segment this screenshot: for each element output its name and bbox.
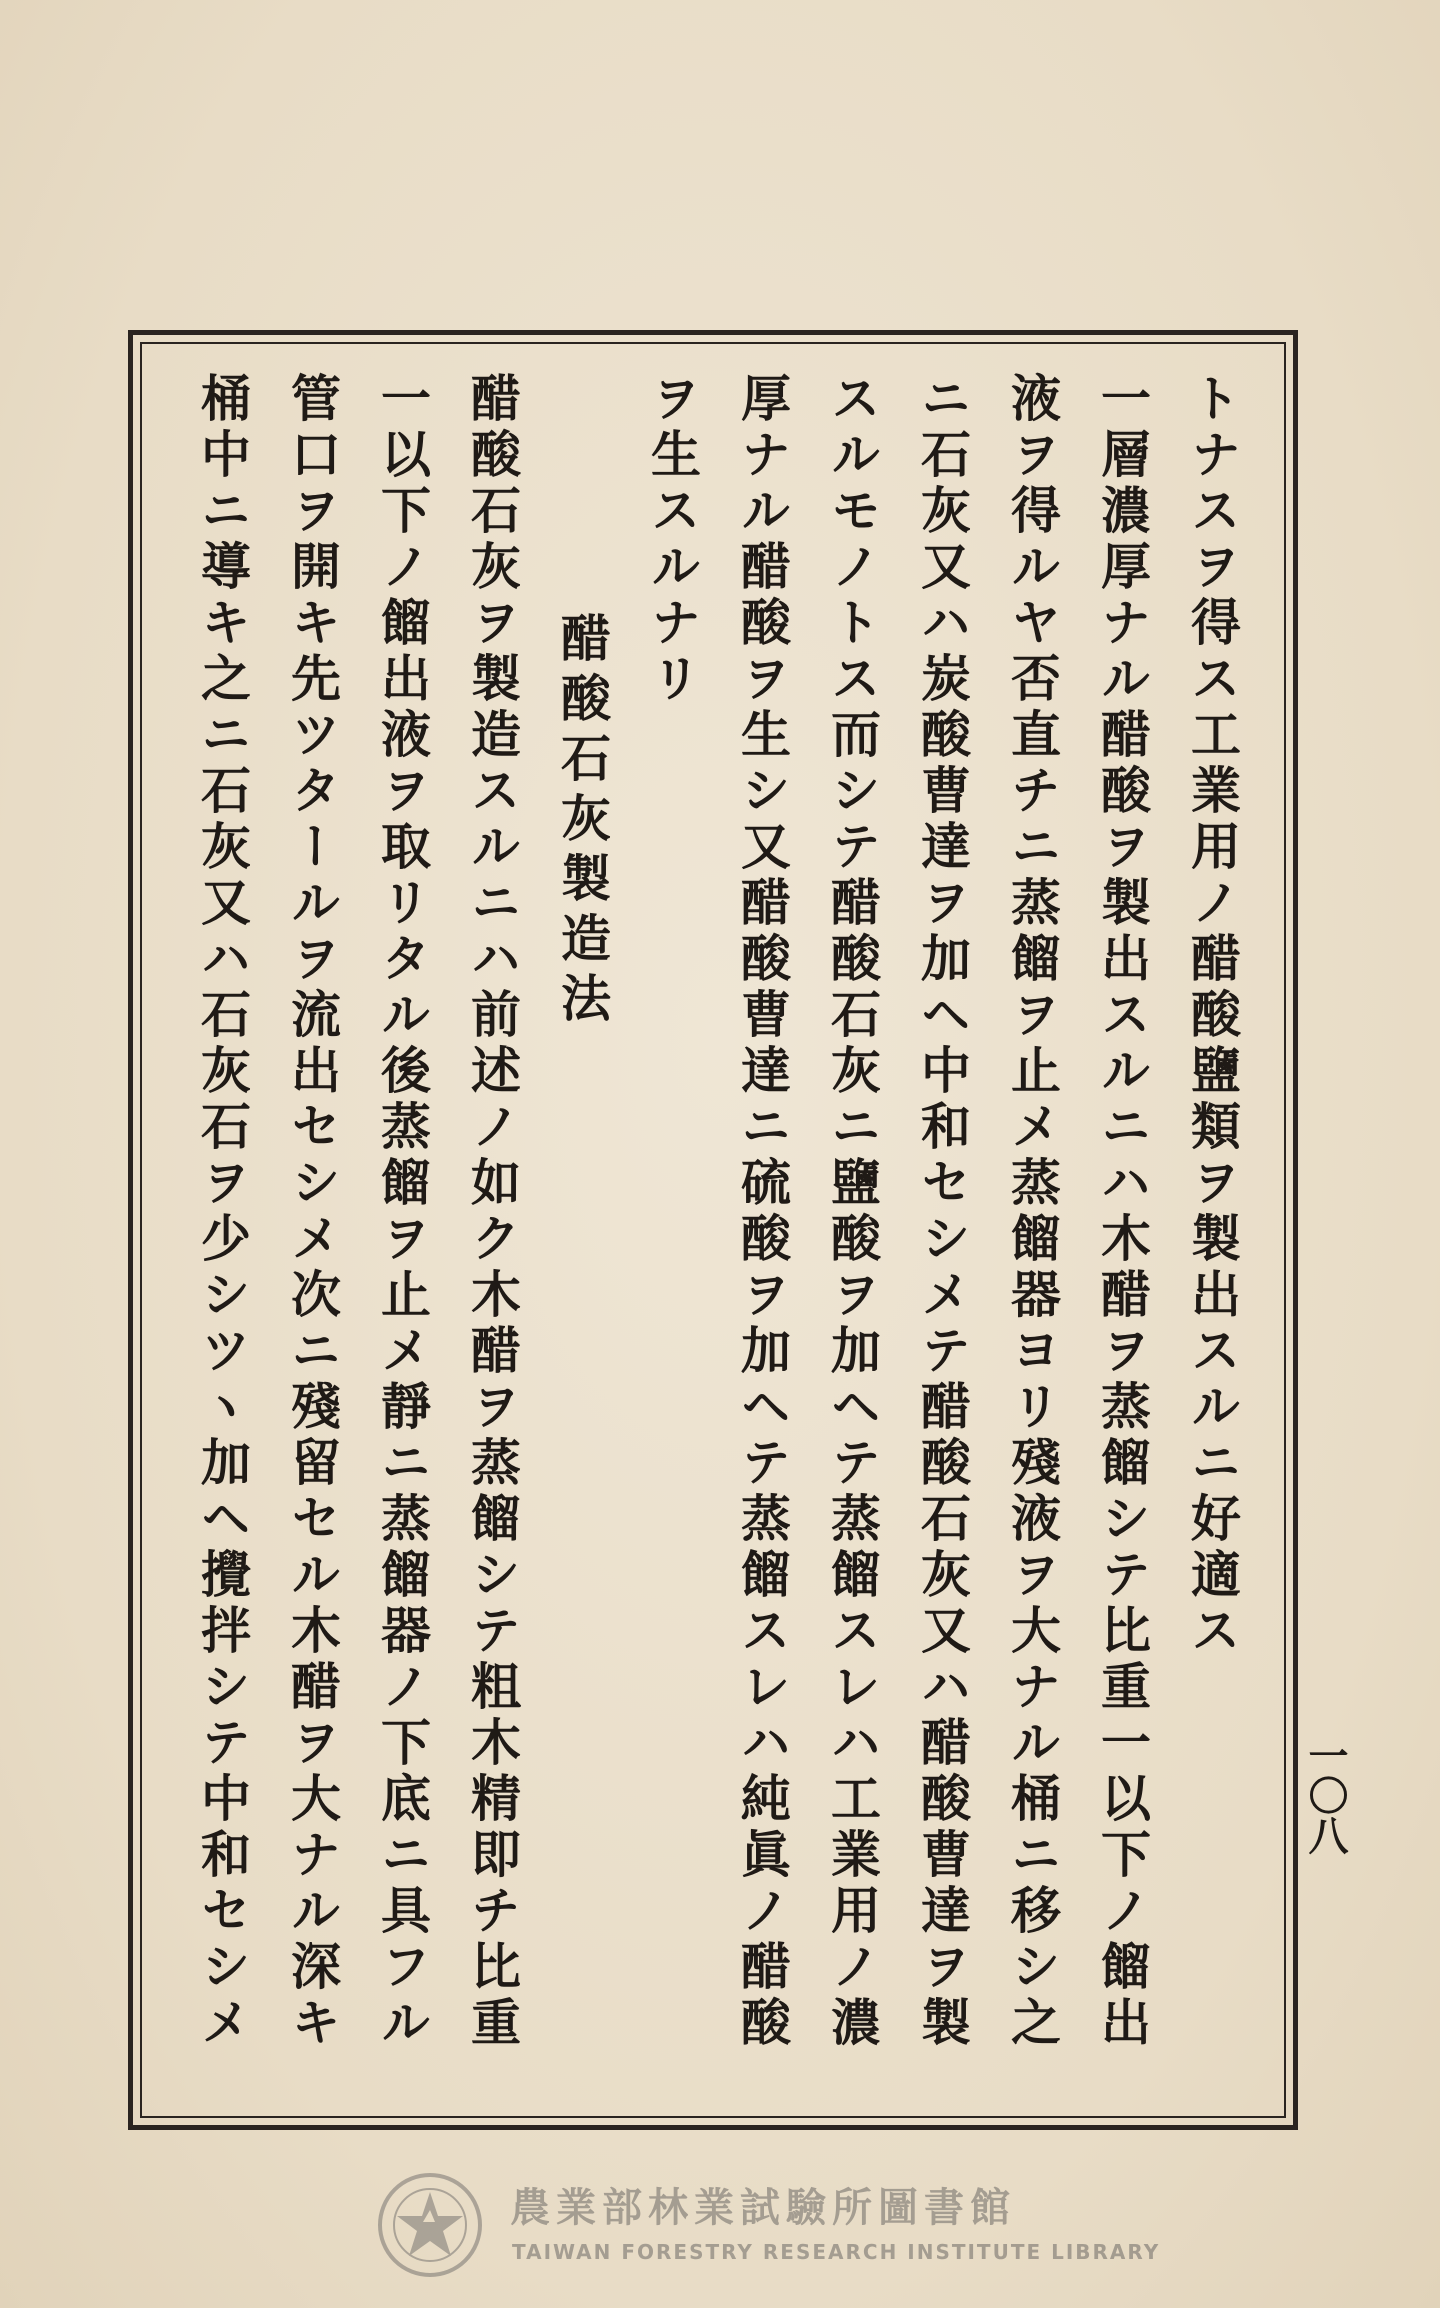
library-name-english: TAIWAN FORESTRY RESEARCH INSTITUTE LIBRARY xyxy=(512,2240,1161,2264)
vertical-text-area xyxy=(160,372,1260,2092)
section-heading: 醋酸石灰製造法 xyxy=(553,612,612,1032)
text-column: ニ石灰又ハ炭酸曹達ヲ加ヘ中和セシメテ醋酸石灰又ハ醋酸曹達ヲ製 xyxy=(913,372,972,2052)
library-stamp xyxy=(375,2170,1195,2280)
library-seal-icon xyxy=(375,2170,485,2280)
library-name: 農業部林業試驗所圖書館 xyxy=(510,2185,1016,2231)
text-column: 桶中ニ導キ之ニ石灰又ハ石灰石ヲ少シツヽ加ヘ攪拌シテ中和セシメ xyxy=(193,372,252,2052)
text-column: ヲ生スルナリ xyxy=(643,372,702,708)
text-column: 管口ヲ開キ先ツタールヲ流出セシメ次ニ殘留セル木醋ヲ大ナル深キ xyxy=(283,372,342,2052)
text-column: 一層濃厚ナル醋酸ヲ製出スルニハ木醋ヲ蒸餾シテ比重一以下ノ餾出 xyxy=(1093,372,1152,2052)
text-column: 液ヲ得ルヤ否直チニ蒸餾ヲ止メ蒸餾器ヨリ殘液ヲ大ナル桶ニ移シ之 xyxy=(1003,372,1062,2052)
text-column: トナスヲ得ス工業用ノ醋酸鹽類ヲ製出スルニ好適ス xyxy=(1183,372,1242,1660)
text-column: 厚ナル醋酸ヲ生シ又醋酸曹達ニ硫酸ヲ加ヘテ蒸餾スレハ純眞ノ醋酸 xyxy=(733,372,792,2052)
page-number: 一〇八 xyxy=(1302,1735,1349,1855)
text-column: スルモノトス而シテ醋酸石灰ニ鹽酸ヲ加ヘテ蒸餾スレハ工業用ノ濃 xyxy=(823,372,882,2052)
text-column: 醋酸石灰ヲ製造スルニハ前述ノ如ク木醋ヲ蒸餾シテ粗木精即チ比重 xyxy=(463,372,522,2052)
text-column: 一以下ノ餾出液ヲ取リタル後蒸餾ヲ止メ靜ニ蒸餾器ノ下底ニ具フル xyxy=(373,372,432,2052)
